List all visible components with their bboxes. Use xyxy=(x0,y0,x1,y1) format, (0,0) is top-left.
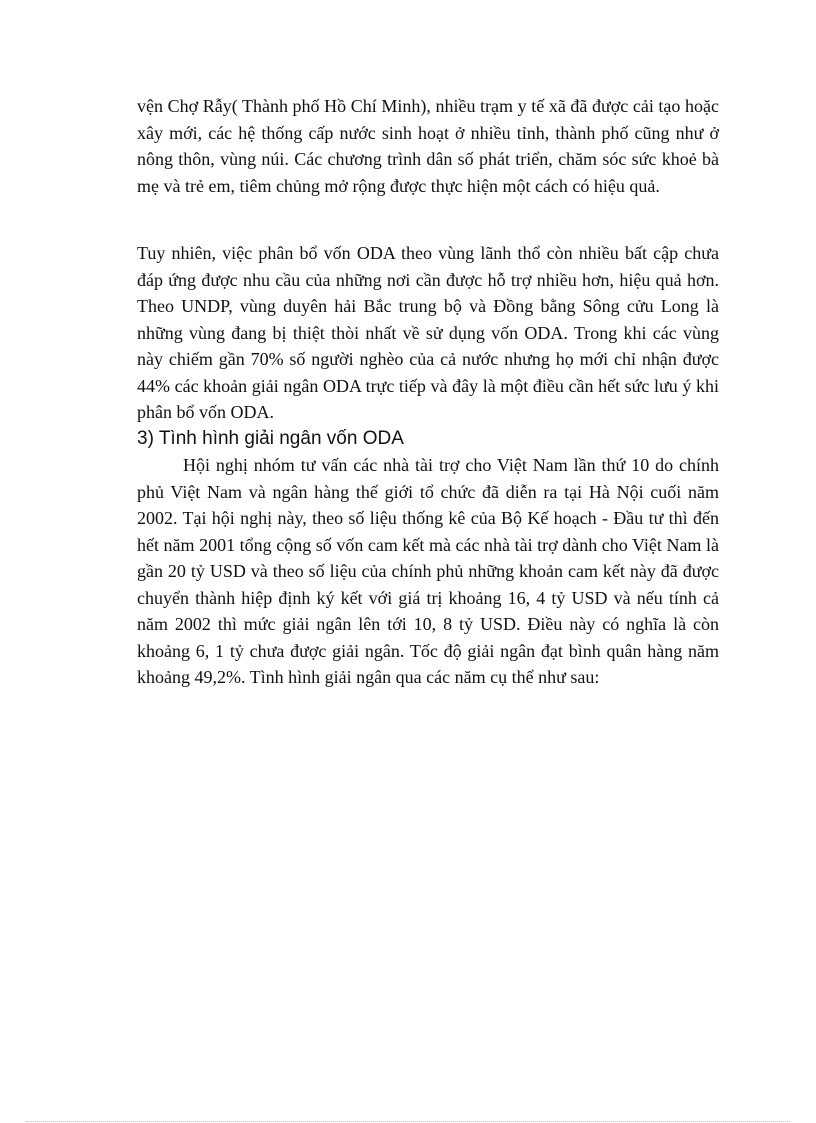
body-paragraph-2: Tuy nhiên, việc phân bổ vốn ODA theo vùng lãnh thổ còn nhiều bất cập chưa đáp ứng được nhu cầu của những nơi cần được hỗ trợ nhiều hơn, hiệu quả hơn. Theo UNDP, vùng duyên hải Bắc trung bộ và Đồng bằng Sông cửu Long là những vùng đang bị thiệt thòi nhất về sử dụng vốn ODA. Trong khi các vùng này chiếm gần 70% số người nghèo của cả nước nhưng họ mới chỉ nhận được 44% các khoản giải ngân ODA trực tiếp và đây là một điều cần hết sức lưu ý khi phân bổ vốn ODA. xyxy=(137,243,719,422)
page-bottom-divider xyxy=(26,1121,790,1122)
section-heading: 3) Tình hình giải ngân vốn ODA xyxy=(137,428,404,449)
body-paragraph-1: vện Chợ Rẫy( Thành phố Hồ Chí Minh), nhiều trạm y tế xã đã được cải tạo hoặc xây mới, các hệ thống cấp nước sinh hoạt ở nhiều tỉnh, thành phố cũng như ở nông thôn, vùng núi. Các chương trình dân số phát triển, chăm sóc sức khoẻ bà mẹ và trẻ em, tiêm chủng mở rộng được thực hiện một cách có hiệu quả. xyxy=(137,96,719,196)
body-paragraph-3: Hội nghị nhóm tư vấn các nhà tài trợ cho Việt Nam lần thứ 10 do chính phủ Việt Nam và ngân hàng thế giới tổ chức đã diễn ra tại Hà Nội cuối năm 2002. Tại hội nghị này, theo số liệu thống kê của Bộ Kế hoạch - Đầu tư thì đến hết năm 2001 tổng cộng số vốn cam kết mà các nhà tài trợ dành cho Việt Nam là gần 20 tỷ USD và theo số liệu của chính phủ những khoản cam kết này đã được chuyển thành hiệp định ký kết với giá trị khoảng 16, 4 tỷ USD và nếu tính cả năm 2002 thì mức giải ngân lên tới 10, 8 tỷ USD. Điều này có nghĩa là còn khoảng 6, 1 tỷ chưa được giải ngân. Tốc độ giải ngân đạt bình quân hàng năm khoảng 49,2%. Tình hình giải ngân qua các năm cụ thể như sau: xyxy=(137,455,719,687)
